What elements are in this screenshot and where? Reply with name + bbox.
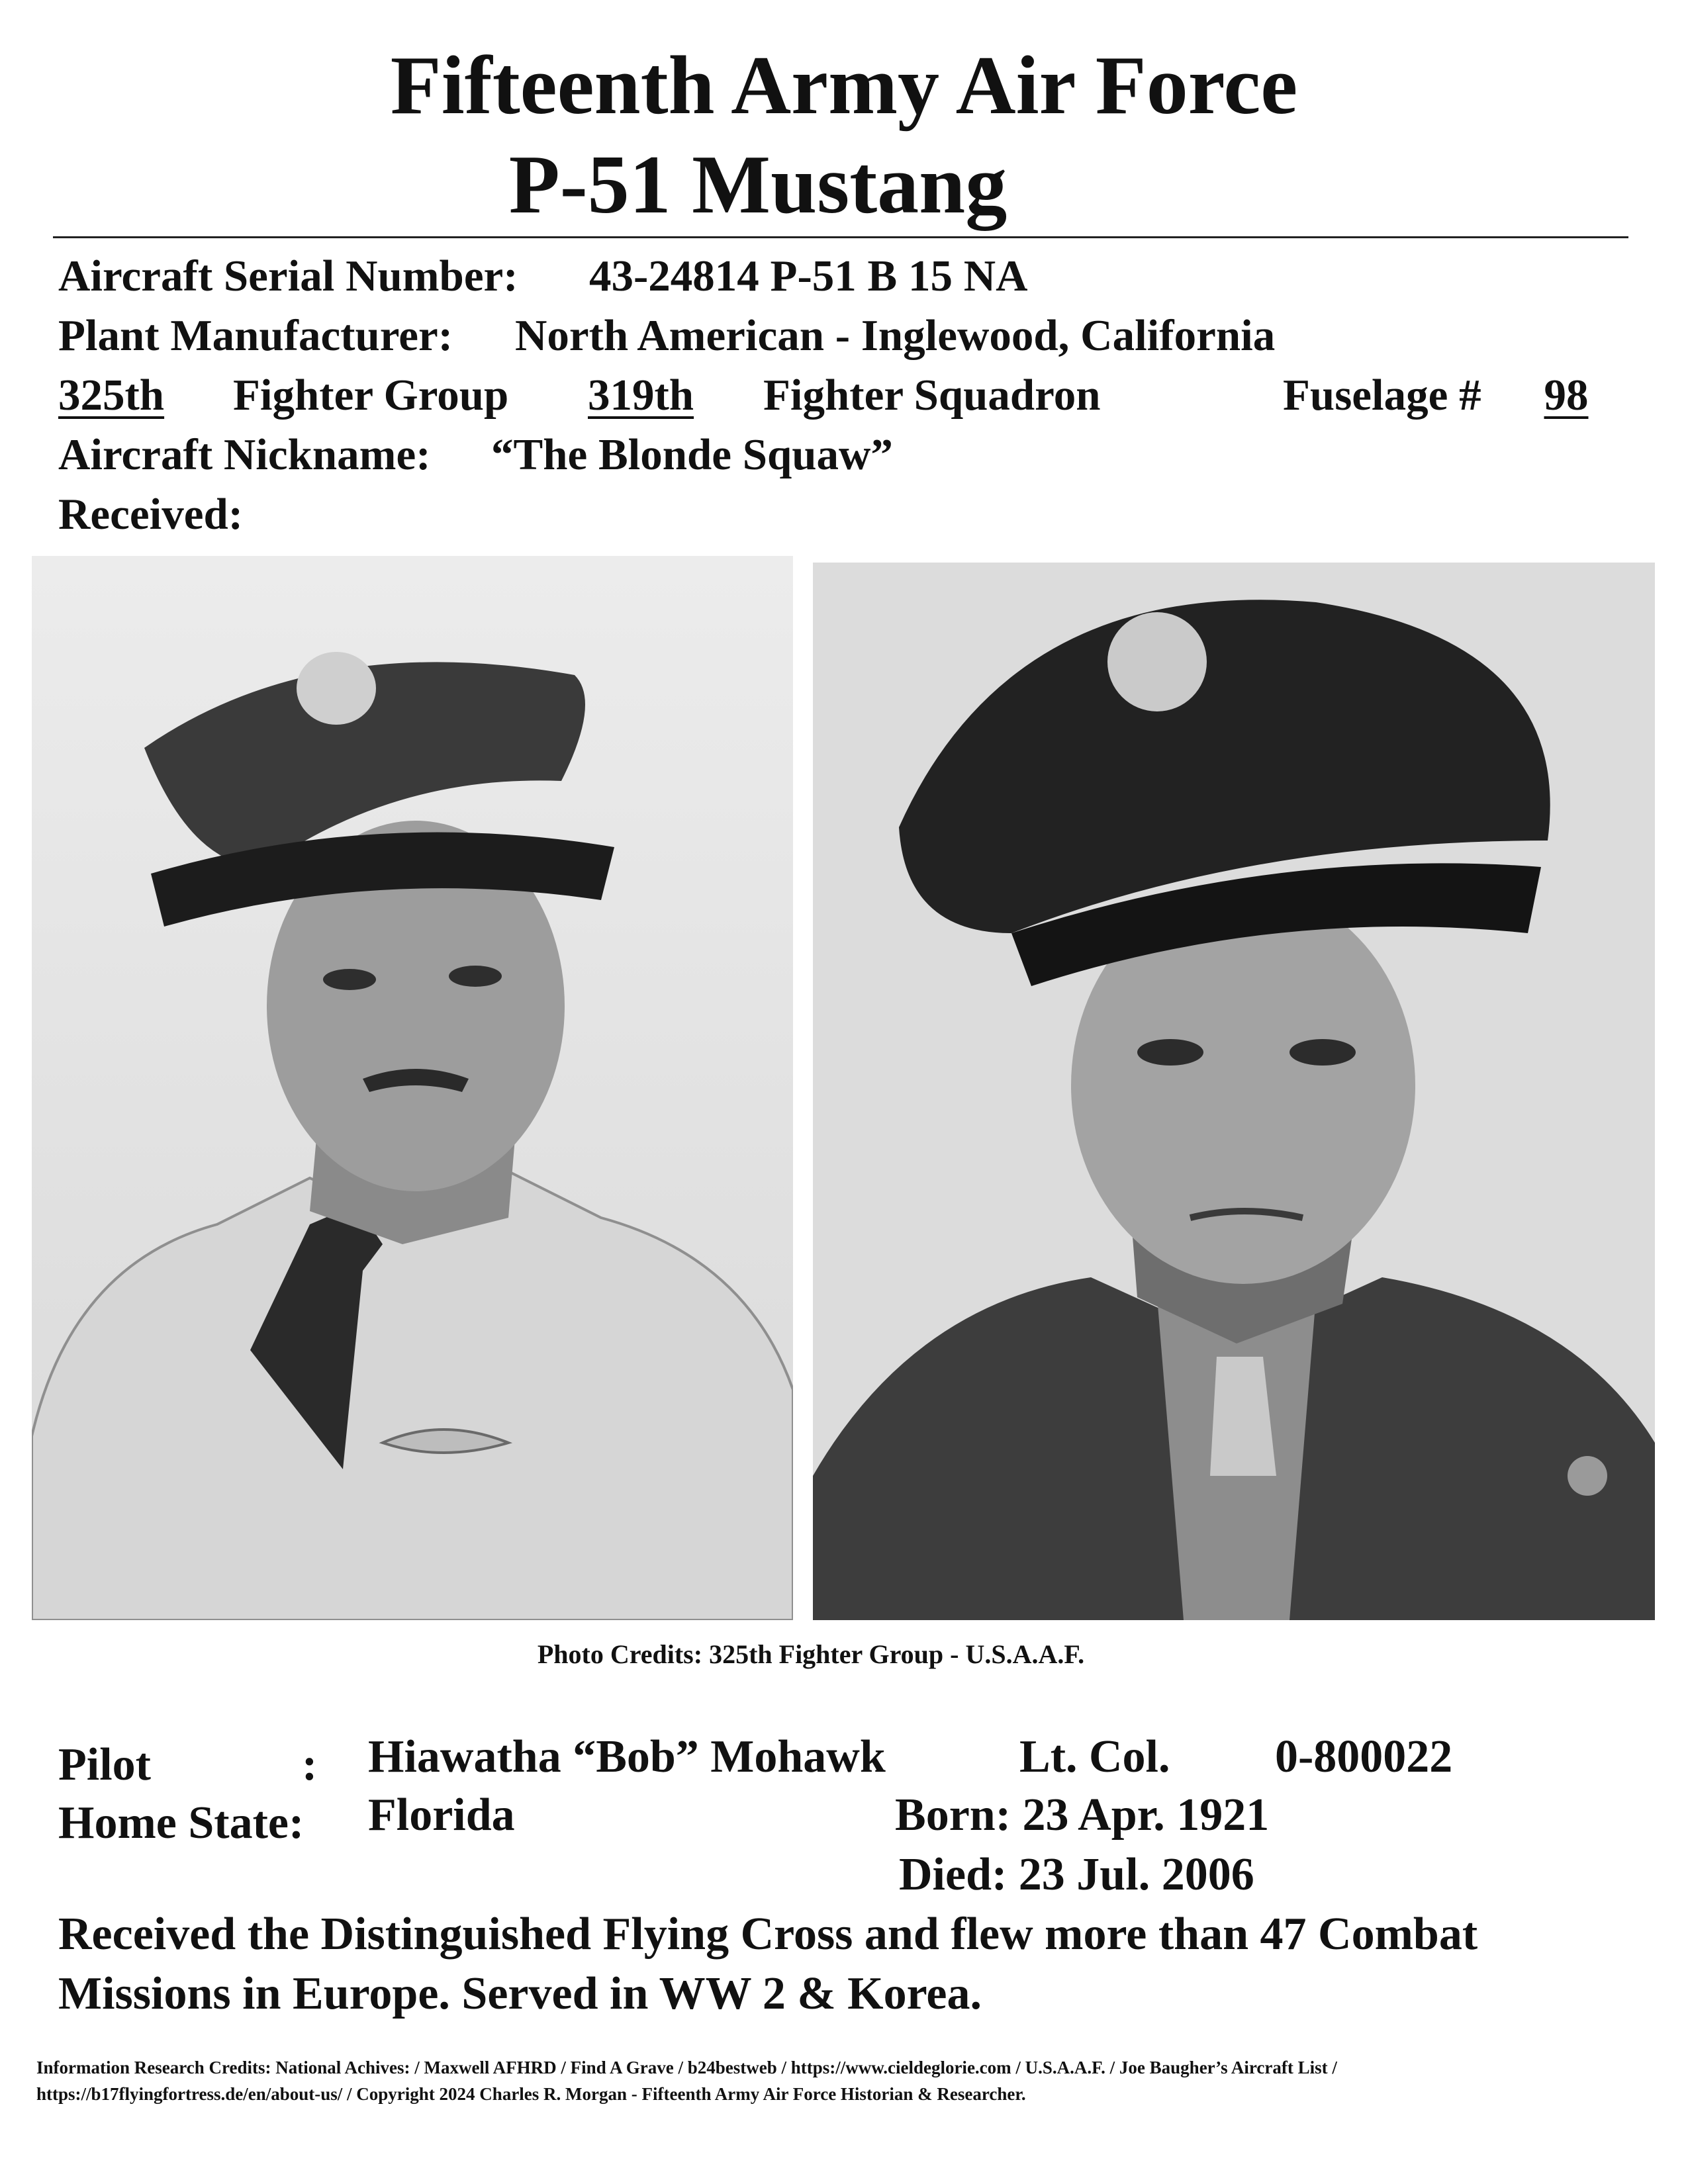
squadron-number: 319th	[588, 371, 694, 420]
pilot-colon: :	[302, 1739, 318, 1790]
nickname-value: “The Blonde Squaw”	[491, 430, 893, 479]
nickname-label: Aircraft Nickname:	[58, 430, 431, 479]
page-title: Fifteenth Army Air Force	[390, 40, 1298, 132]
pilot-photo-left	[32, 556, 793, 1620]
pilot-service-number: 0-800022	[1275, 1731, 1453, 1782]
pilot-portrait-right-image	[813, 563, 1655, 1620]
home-state-label: Home State:	[58, 1797, 305, 1848]
research-credits-line-2: https://b17flyingfortress.de/en/about-us/ / Copyright 2024 Charles R. Morgan - Fifteenth Army Air Force Historian & Researcher.	[36, 2084, 1026, 2104]
squadron-label: Fighter Squadron	[763, 371, 1101, 420]
photo-credit: Photo Credits: 325th Fighter Group - U.S.A.A.F.	[537, 1639, 1085, 1669]
born-date: Born: 23 Apr. 1921	[895, 1790, 1270, 1841]
manufacturer-value: North American - Inglewood, California	[515, 311, 1276, 360]
pilot-rank: Lt. Col.	[1019, 1731, 1170, 1782]
summary-line-1: Received the Distinguished Flying Cross and flew more than 47 Combat	[58, 1909, 1478, 1960]
group-label: Fighter Group	[233, 371, 509, 420]
fuselage-label: Fuselage #	[1283, 371, 1481, 420]
pilot-label: Pilot	[58, 1739, 151, 1790]
manufacturer-label: Plant Manufacturer:	[58, 311, 453, 360]
page-subtitle: P-51 Mustang	[508, 139, 1008, 231]
received-label: Received:	[58, 490, 244, 539]
fuselage-number: 98	[1544, 371, 1589, 420]
died-date: Died: 23 Jul. 2006	[899, 1849, 1254, 1900]
summary-line-2: Missions in Europe. Served in WW 2 & Korea.	[58, 1968, 982, 2019]
serial-label: Aircraft Serial Number:	[58, 251, 518, 300]
research-credits-line-1: Information Research Credits: National Achives: / Maxwell AFHRD / Find A Grave / b24bestweb / https://www.cieldeglorie.com / U.S.A.A.F. / Joe Baugher’s Aircraft List /	[36, 2058, 1337, 2077]
pilot-portrait-left-image	[32, 556, 793, 1620]
home-state-value: Florida	[368, 1790, 515, 1841]
group-number: 325th	[58, 371, 165, 420]
title-divider	[53, 236, 1628, 238]
pilot-name: Hiawatha “Bob” Mohawk	[368, 1731, 886, 1782]
serial-value: 43-24814 P-51 B 15 NA	[589, 251, 1028, 300]
pilot-photo-right	[813, 563, 1655, 1620]
